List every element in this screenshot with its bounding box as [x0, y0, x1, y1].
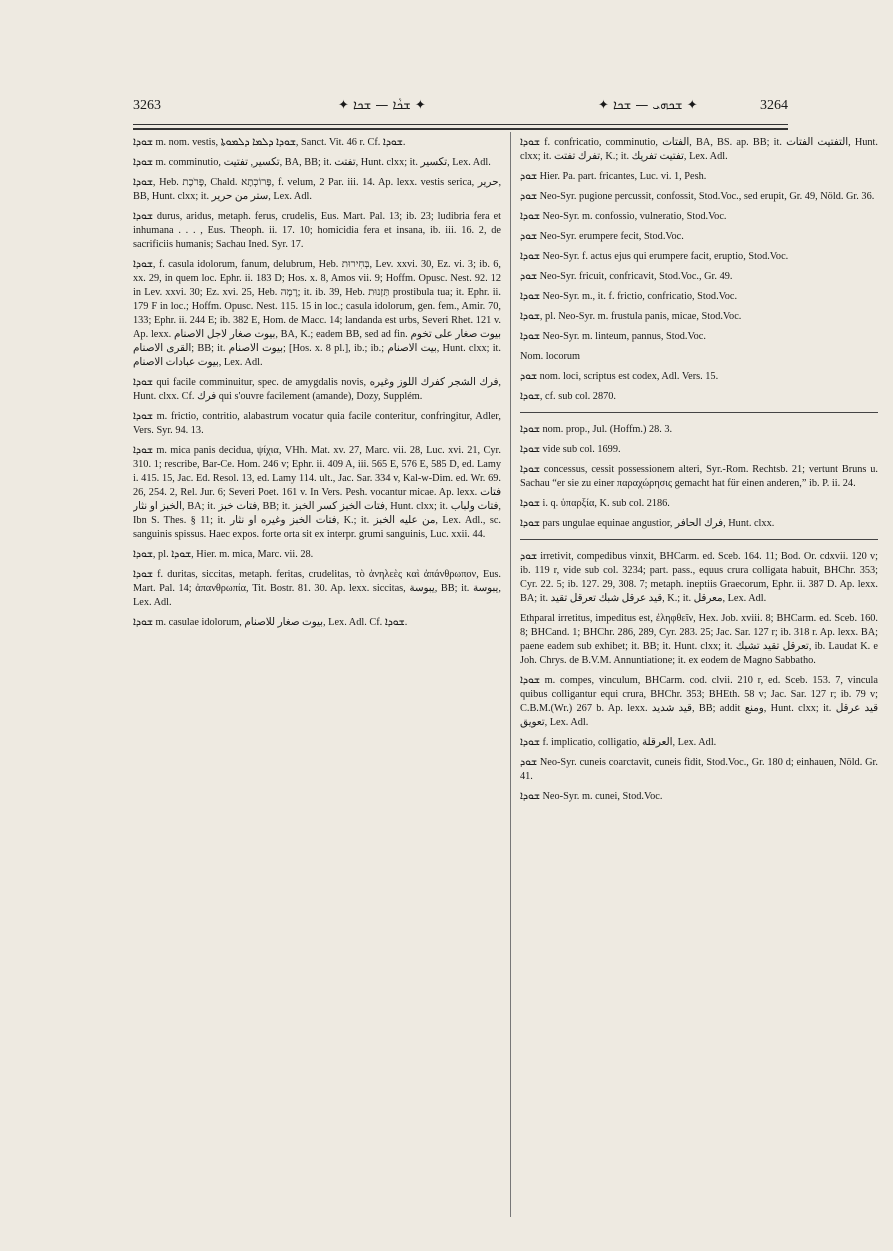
dictionary-entry: ܫܘܕܐ Neo-Syr. m. confossio, vulneratio, Stod.Voc.	[520, 211, 727, 222]
dictionary-entry: ܫܘܕ Hier. Pa. part. fricantes, Luc. vi. 1, Pesh.	[520, 171, 707, 182]
dictionary-entry: ܫܘܕ Neo-Syr. cuneis coarctavit, cuneis fidit, Stod.Voc., Gr. 180 d; einhauen, Nöld. Gr. 41.	[520, 757, 878, 782]
dictionary-entry: ܫܘܕܐ, Heb. פָּרֹכֶת, Chald. פָּרוֹכְתָא, f. velum, 2 Par. iii. 14. Ap. lexx. vestis serica, حرير, BB, Hunt. clxx; it. ستر من حرير, Lex. Adl.	[133, 177, 501, 202]
left-page-number: 3263	[133, 98, 161, 113]
right-page-number: 3264	[760, 98, 788, 113]
dictionary-entry: ܫܘܕܐ m. casulae idolorum, بيوت صغار للاصنام, Lex. Adl. Cf. ܫܘܕܐ.	[133, 617, 408, 628]
dictionary-entry: ܫܘܕ Neo-Syr. erumpere fecit, Stod.Voc.	[520, 231, 684, 242]
right-column	[520, 136, 878, 1216]
dictionary-entry: ܫܘܕܐ m. compes, vinculum, BHCarm. cod. clvii. 210 r, ed. Sceb. 153. 7, vincula quibus colligantur equi crura, BHChr. 353; BHEth. 58 v; Jac. Sar. 127 r; ib. 79 v; C.B.M.(Wr.) 267 b. Ap. lexx. قيد شديد, BB; addit ومنع, Hunt. clxx; it. قيد عرقل تعويق, Lex. Adl.	[520, 675, 878, 728]
page-header	[133, 98, 788, 120]
dictionary-entry: ܫܘܕܐ i. q. ὑπαρξία, K. sub col. 2186.	[520, 498, 670, 509]
dictionary-entry: ܫܘܕܐ vide sub col. 1699.	[520, 444, 621, 455]
dictionary-entry: ܫܘܕܐ, cf. sub col. 2870.	[520, 391, 616, 402]
left-column	[133, 136, 501, 1216]
dictionary-entry: ܫܘܕ nom. loci, scriptus est codex, Adl. Vers. 15.	[520, 371, 719, 382]
dictionary-entry: ܫܘܕ Neo-Syr. fricuit, confricavit, Stod.Voc., Gr. 49.	[520, 271, 733, 282]
dictionary-entry: ܫܘܕܐ Neo-Syr. f. actus ejus qui erumpere facit, eruptio, Stod.Voc.	[520, 251, 789, 262]
dictionary-entry: ܫܘܕܐ f. implicatio, colligatio, العرقلة, Lex. Adl.	[520, 737, 717, 748]
dictionary-entry: ܫܘܕܐ Neo-Syr. m., it. f. frictio, confricatio, Stod.Voc.	[520, 291, 738, 302]
left-running-head: ✦ ܫܟܵܐ — ܫܟܐ ✦	[338, 98, 426, 113]
dictionary-entry: ܫܘܕܐ pars ungulae equinae angustior, فرك الحافر, Hunt. clxx.	[520, 518, 775, 529]
column-divider	[510, 132, 511, 1217]
dictionary-entry: ܫܘܕ Neo-Syr. pugione percussit, confossit, Stod.Voc., sed erupit, Gr. 49, Nöld. Gr. 36.	[520, 191, 875, 202]
dictionary-entry: ܫܘܕܐ, f. casula idolorum, fanum, delubrum, Heb. בְּחִירוּת, Lev. xxvi. 30, Ez. vi. 3; ib. 6, xx. 29, in quem loc. Ephr. ii. 183 D; Hos. x. 8, Amos vii. 9; Hoffm. Opusc. Nest. 92. 12 in Lev. xxvi. 30; Ez. xvi. 25, Heb. רָמָה; it. ib. 39, Heb. תַּזְנוּת prostibula tua; it. Ephr. ii. 179 F in loc.; Hoffm. Opusc. Nest. 115. 15 in loc.; casula idolorum, gen. fem., Amir. 70, 133; Ephr. ii. 244 E; ib. 382 E, Hom. de Macc. 14; landanda est urbs, Severi Rhet. 121 v. Ap. lexx. بيوت صغار لاجل الاصنام, BA, K.; eadem BB, sed ad fin. بيوت صغار على تخوم القرى الاصنام; BB; it. بيوت الاصنام; [Hos. x. 8 pl.], ib.; ib.; بيت الاصنام, Hunt. clxx; it. بيوت عبادات الاصنام, Lex. Adl.	[133, 259, 501, 368]
section-divider	[520, 412, 878, 413]
dictionary-entry: ܫܘܕܐ m. frictio, contritio, alabastrum vocatur quia facile conteritur, confringitur, Adler, Vers. Syr. 94. 13.	[133, 411, 501, 436]
dictionary-entry: ܫܘܕܐ, pl. ܫܘܕܐ, Hier. m. mica, Marc. vii. 28.	[133, 549, 314, 560]
dictionary-entry: ܫܘܕܐ m. mica panis decidua, ψίχια, VHh. Mat. xv. 27, Marc. vii. 28, Luc. xvi. 21, Cyr. 310. 1; rescribe, Bar-Ce. Hom. 246 v; Ephr. ii. 409 A, iii. 565 E, 576 E, 585 D, ed. Lamy i. 415. 15, Jac. Ed. Resol. 13, ed. Lamy 114. ult., Jac. Sar. 334 v, Kal-w-Dim. ed. Wr. 69. 26, 254. 2, Rel. Jur. 6; Severi Poet. 161 v. In Vers. Pesh. vocantur micae. Ap. lexx. فتات الخبز او نثار, BA; it. فتات خبز, BB; it. فتات الخبز كسر الخبز, Hunt. clxx; it. فتات ولباب, Ibn S. Thes. § 11; it. فتات الخبز وغيره او نثار, K.; it. من عليه الخبز, Lex. Adl., sc. sanguinis spissus. Haec expos. forte orta sit ex interpr. grumi sanguinis, Luc. xxii. 44.	[133, 445, 501, 540]
dictionary-entry: ܫܘܕܐ concessus, cessit possessionem alteri, Syr.-Rom. Rechtsb. 21; vertunt Bruns u. Sachau “er sie zu einer παραχώρησις gemacht hat für einen anderen,” ib. P. ii. 24.	[520, 464, 878, 489]
dictionary-entry: ܫܘܕܐ f. duritas, siccitas, metaph. feritas, crudelitas, τὸ ἀνηλεὲς καὶ ἀπάνθρωπον, Eus. Mart. Pal. 14; ἀπανθρωπία, Tit. Bostr. 81. 30. Ap. lexx. siccitas, يبوسة, BB; it. يبوسة, Lex. Adl.	[133, 569, 501, 608]
dictionary-entry: ܫܘܕܐ m. comminutio, تكسير, تفتيت, BA, BB; it. تفتت, Hunt. clxx; it. تكسير, Lex. Adl.	[133, 157, 491, 168]
dictionary-entry: ܫܘܕܐ Neo-Syr. m. cunei, Stod.Voc.	[520, 791, 663, 802]
dictionary-entry: ܫܘܕܐ nom. prop., Jul. (Hoffm.) 28. 3.	[520, 424, 673, 435]
dictionary-entry: ܫܘܕܐ Neo-Syr. m. linteum, pannus, Stod.Voc.	[520, 331, 706, 342]
right-running-head: ✦ ܫܟܗܝ — ܫܟܐ ✦	[598, 98, 698, 113]
section-divider	[520, 539, 878, 540]
dictionary-entry: ܫܘܕܐ, pl. Neo-Syr. m. frustula panis, micae, Stod.Voc.	[520, 311, 742, 322]
dictionary-entry: ܫܘܕܐ m. nom. vestis, ܫܘܕܐ ܕܠܡܐ ܕܠܡܘܬܐ, Sanct. Vit. 46 r. Cf. ܫܘܕܐ.	[133, 137, 406, 148]
dictionary-entry: ܫܘܕ irretivit, compedibus vinxit, BHCarm. ed. Sceb. 164. 11; Bod. Or. cdxvii. 120 v; ib. 119 r, vide sub col. 3234; part. pass., equus crura colligata habuit, BHChr. 353; Cyr. 22. 5; ib. 127. 29, 308. 7; metaph. ineptiis Graecorum, Ephr. ii. 387 D. Ap. lexx. BA; it. قيد عرقل شبك تعرقل تقيد, K.; it. معرقل, Lex. Adl.	[520, 551, 878, 604]
header-rule-thin	[133, 124, 788, 125]
section-heading: Nom. locorum	[520, 351, 581, 362]
dictionary-entry: ܫܘܕܐ durus, aridus, metaph. ferus, crudelis, Eus. Mart. Pal. 13; ib. 23; ludibria fera et inhumana . . . , Eus. Theoph. ii. 17. 10; homicidia fera et insana, ib. iii. 16. 2, de sacrificiis humanis; Sachau Ined. Syr. 17.	[133, 211, 501, 250]
dictionary-entry: Ethparal irretitus, impeditus est, ἐληφθεῖν, Hex. Job. xviii. 8; BHCarm. ed. Sceb. 160. 8; BHCand. 1; BHChr. 286, 289, Cyr. 283. 25; Jac. Sar. 127 r; ib. 318 r. Ap. lexx. BA; paene eadem sub exhibet; it. BB; it. Hunt. clxx; it. تعرقل تقيد تشبك, ib. Laudat K. e Joh. Chrys. de B.V.M. Annuntiatione; it. ex eodem de Magno Sabbatho.	[520, 613, 878, 666]
dictionary-entry: ܫܘܕܐ qui facile comminuitur, spec. de amygdalis novis, فرك الشجر كفرك اللوز وغيره, Hunt. clxx. Cf. فرك qui s'ouvre facilement (amande), Dozy, Supplém.	[133, 377, 501, 402]
header-rule-thick	[133, 128, 788, 130]
dictionary-entry: ܫܘܕܐ f. confricatio, comminutio, الفتات, BA, BS. ap. BB; it. التفتيت الفتات, Hunt. clxx; it. تفرك تفتت, K.; it. تفتيت تفريك, Lex. Adl.	[520, 137, 878, 162]
